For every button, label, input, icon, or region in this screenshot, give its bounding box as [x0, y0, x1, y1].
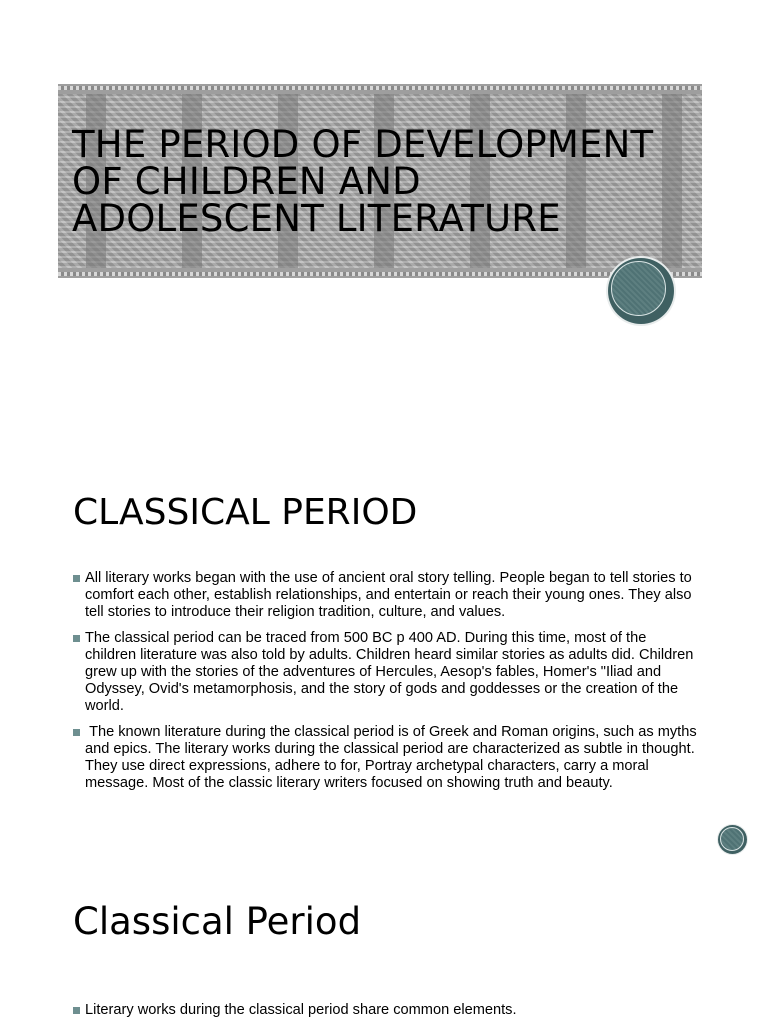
banner-top-border — [58, 86, 702, 90]
title-banner — [58, 84, 702, 278]
title-line: OF CHILDREN AND — [72, 160, 421, 203]
bullet-item — [73, 1002, 698, 1019]
square-bullet-icon — [73, 729, 80, 736]
presentation-title — [72, 123, 692, 240]
title-line: THE PERIOD OF DEVELOPMENT — [72, 123, 654, 166]
bullet-item — [73, 724, 701, 791]
slide-title — [0, 0, 768, 440]
decorative-circle-icon — [606, 256, 676, 326]
slide-heading: CLASSICAL PERIOD — [73, 492, 418, 533]
bullet-text: The known literature during the classical period is of Greek and Roman origins, such as myths and epics. The literary works during the classical period are characterized as subtle in thought. They use direct expressions, adhere to for, Portray archetypal characters, carry a moral message. Most of the classic literary writers focused on showing truth and beauty. — [85, 724, 701, 791]
slide-classical-period — [0, 446, 768, 864]
title-line: ADOLESCENT LITERATURE — [72, 197, 561, 240]
bullet-list — [73, 1002, 698, 1029]
bullet-item — [73, 630, 698, 714]
square-bullet-icon — [73, 1007, 80, 1014]
bullet-text: All literary works began with the use of ancient oral story telling. People began to tell stories to comfort each other, establish relationships, and entertain or reach their young ones. They also tell stories to introduce their religion tradition, culture, and values. — [85, 570, 692, 620]
bullet-item — [73, 570, 698, 620]
bullet-list — [73, 570, 701, 802]
square-bullet-icon — [73, 635, 80, 642]
square-bullet-icon — [73, 575, 80, 582]
bullet-text: The classical period can be traced from 500 BC p 400 AD. During this time, most of the children literature was also told by adults. Children heard similar stories as adults did. Children grew up with the stories of the adventures of Hercules, Aesop's fables, Homer's "Iliad and Odyssey, Ovid's metamorphosis, and the story of gods and goddesses or the creation of the world. — [85, 630, 694, 714]
bullet-text: Literary works during the classical period share common elements. — [85, 1002, 517, 1018]
decorative-circle-icon — [717, 824, 748, 855]
slide-classical-period-2 — [0, 870, 768, 1024]
banner-bottom-border — [58, 272, 702, 276]
slide-heading: Classical Period — [73, 900, 362, 943]
